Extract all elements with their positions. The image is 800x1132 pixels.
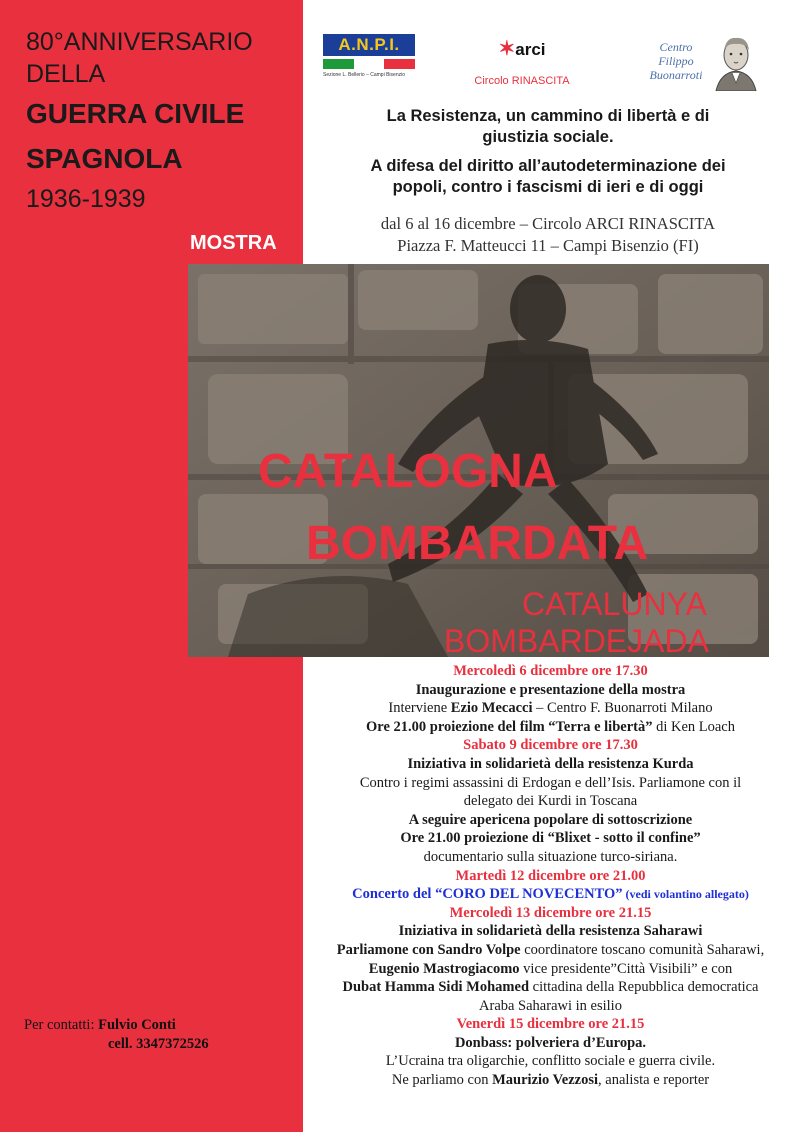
mostra-label: MOSTRA <box>190 232 277 254</box>
title-bombardata: BOMBARDATA <box>306 517 649 570</box>
arci-logo <box>468 36 576 87</box>
header-line3: A difesa del diritto all’autodeterminazione dei <box>370 157 726 175</box>
event-date: Mercoledì 13 dicembre ore 21.15 <box>449 904 652 921</box>
event-line: Interviene Ezio Mecacci – Centro F. Buonarroti Milano <box>388 700 713 717</box>
event-line: Donbass: polveriera d’Europa. <box>454 1034 647 1051</box>
event-line: Concerto del “CORO DEL NOVECENTO” (vedi volantino allegato) <box>352 886 749 903</box>
anpi-logo-text: A.N.P.I. <box>323 34 415 56</box>
event-line: L’Ucraina tra oligarchie, conflitto sociale e guerra civile. <box>385 1053 716 1070</box>
event-line: Inaugurazione e presentazione della mostra <box>415 681 686 698</box>
title-catalunya: CATALUNYA <box>522 586 707 622</box>
star-icon: ✶ <box>498 38 516 60</box>
title-bombardejada: BOMBARDEJADA <box>444 623 709 657</box>
event-date: Mercoledì 6 dicembre ore 17.30 <box>453 663 648 679</box>
event-line: Eugenio Mastrogiacomo vice presidente”Città Visibili” e con <box>368 960 733 977</box>
exhibit-dates: dal 6 al 16 dicembre – Circolo ARCI RINASCITA <box>380 214 716 233</box>
centro-line1: Centro <box>659 40 693 54</box>
event-line: Iniziativa in solidarietà della resistenza Saharawi <box>398 923 703 940</box>
event-line: Dubat Hamma Sidi Mohamed cittadina della Repubblica democratica <box>342 979 759 996</box>
centro-line3: Buonarroti <box>649 68 703 82</box>
header-line1: La Resistenza, un cammino di libertà e di <box>386 107 710 125</box>
contact-block <box>24 1016 209 1054</box>
event-date: Martedì 12 dicembre ore 21.00 <box>455 867 646 884</box>
event-line: Ore 21.00 proiezione di “Blixet - sotto il confine” <box>400 830 701 847</box>
contact-phone: cell. 3347372526 <box>108 1036 209 1052</box>
exhibit-photo <box>188 264 769 657</box>
italian-flag-icon <box>323 59 415 69</box>
arci-logo-text: arci <box>515 40 546 59</box>
event-line: Iniziativa in solidarietà della resistenza Kurda <box>407 755 694 772</box>
header-line2: giustizia sociale. <box>482 128 614 146</box>
event-line: Parliamone con Sandro Volpe coordinatore toscano comunità Saharawi, <box>336 941 765 958</box>
contact-name: Fulvio Conti <box>98 1017 176 1033</box>
event-line: Araba Saharawi in esilio <box>479 997 622 1014</box>
title-catalogna: CATALOGNA <box>258 445 558 498</box>
arci-subtitle: Circolo RINASCITA <box>474 75 570 87</box>
event-line: Ore 21.00 proiezione del film “Terra e libertà” di Ken Loach <box>366 718 735 735</box>
event-line: documentario sulla situazione turco-siriana. <box>423 848 678 865</box>
sidebar-years: 1936-1939 <box>26 185 146 213</box>
event-line: delegato dei Kurdi in Toscana <box>463 793 638 810</box>
event-line: Contro i regimi assassini di Erdogan e dell’Isis. Parliamone con il <box>359 774 742 791</box>
sidebar-guerra-civile: GUERRA CIVILE <box>26 98 245 129</box>
events-list <box>308 662 793 1090</box>
event-line: A seguire apericena popolare di sottoscrizione <box>408 811 693 828</box>
sidebar-della-line: DELLA <box>26 60 106 88</box>
buonarroti-portrait-icon <box>712 33 760 91</box>
sidebar-spagnola: SPAGNOLA <box>26 143 183 174</box>
anpi-logo <box>323 34 415 88</box>
event-date: Venerdì 15 dicembre ore 21.15 <box>456 1016 645 1033</box>
centro-line2: Filippo <box>658 54 694 68</box>
event-date: Sabato 9 dicembre ore 17.30 <box>463 737 638 754</box>
exhibit-address: Piazza F. Matteucci 11 – Campi Bisenzio (FI) <box>397 236 699 255</box>
event-line: Ne parliamo con Maurizio Vezzosi, analista e reporter <box>391 1072 710 1089</box>
centro-buonarroti-logo <box>640 40 712 82</box>
contact-label: Per contatti: <box>24 1017 99 1033</box>
anpi-subtitle: Sezione L. Bellerio – Campi Bisenzio <box>323 72 405 78</box>
sidebar-anniversary-line: 80°ANNIVERSARIO <box>26 28 253 56</box>
header-line4: popoli, contro i fascismi di ieri e di oggi <box>392 178 704 196</box>
